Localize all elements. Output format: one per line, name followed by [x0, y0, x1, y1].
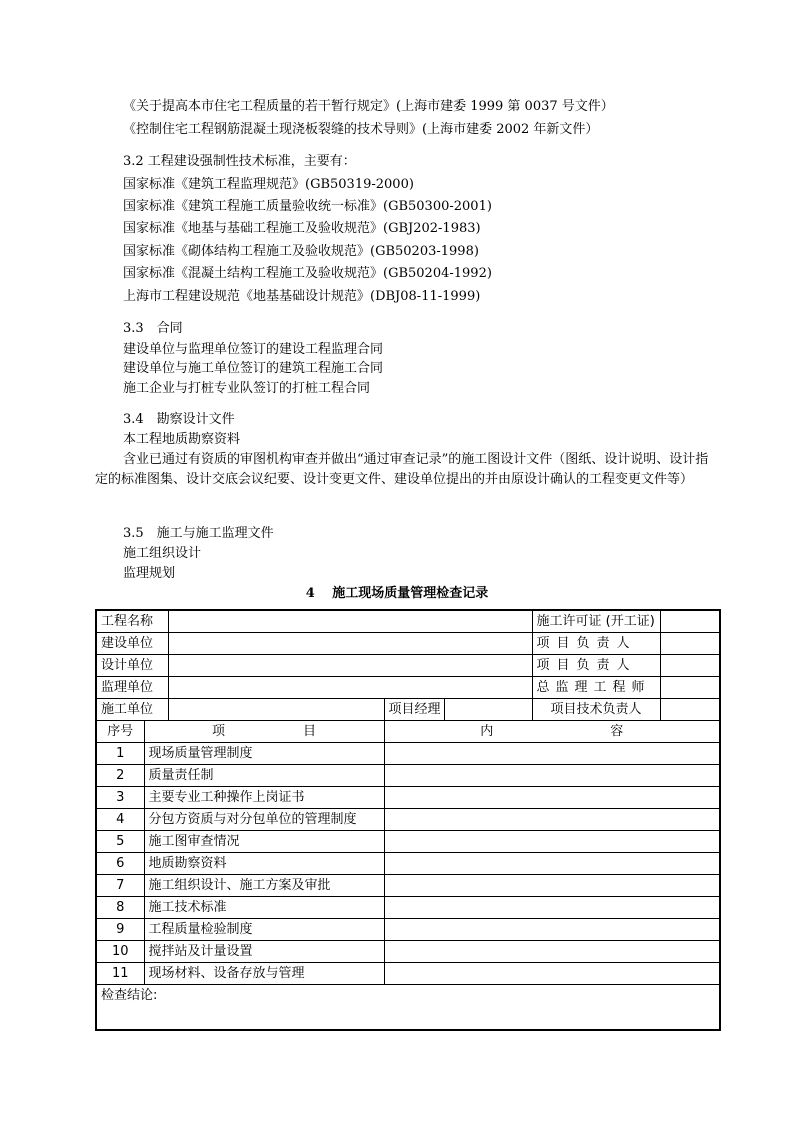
label-permit: 施工许可证 (开工证)	[532, 610, 660, 633]
header-content: 内 容	[384, 721, 720, 743]
row-content[interactable]	[384, 787, 720, 809]
row-content[interactable]	[384, 963, 720, 985]
row-content[interactable]	[384, 853, 720, 875]
table-row	[96, 831, 720, 853]
value-contractor[interactable]	[168, 699, 384, 721]
section-3-4-heading: 3.4 勘察设计文件	[123, 412, 235, 427]
value-tech-leader[interactable]	[660, 699, 720, 721]
row-item: 施工技术标准	[144, 897, 384, 919]
row-content[interactable]	[384, 941, 720, 963]
row-item: 施工组织设计、施工方案及审批	[144, 875, 384, 897]
header-item: 项 目	[144, 721, 384, 743]
row-no: 7	[96, 875, 144, 897]
table-row	[96, 897, 720, 919]
label-project-name: 工程名称	[96, 610, 168, 633]
value-chief-engineer[interactable]	[660, 677, 720, 699]
value-pm[interactable]	[444, 699, 532, 721]
label-supervisor: 监理单位	[96, 677, 168, 699]
row-no: 1	[96, 743, 144, 765]
label-project-leader: 项目负责人	[532, 633, 660, 655]
construction-doc-item: 监理规划	[123, 566, 176, 581]
header-no: 序号	[96, 721, 144, 743]
row-no: 8	[96, 897, 144, 919]
row-item: 分包方资质与对分包单位的管理制度	[144, 809, 384, 831]
row-item: 质量责任制	[144, 765, 384, 787]
value-supervisor[interactable]	[168, 677, 532, 699]
table-row	[96, 765, 720, 787]
row-content[interactable]	[384, 809, 720, 831]
row-item: 地质勘察资料	[144, 853, 384, 875]
contract-item: 建设单位与施工单位签订的建筑工程施工合同	[123, 361, 384, 376]
row-no: 6	[96, 853, 144, 875]
row-content[interactable]	[384, 897, 720, 919]
row-content[interactable]	[384, 875, 720, 897]
value-project-leader[interactable]	[660, 633, 720, 655]
section-3-5-heading: 3.5 施工与施工监理文件	[123, 526, 274, 541]
table-row	[96, 963, 720, 985]
row-no: 10	[96, 941, 144, 963]
value-design-leader[interactable]	[660, 655, 720, 677]
section-3-2-heading: 3.2 工程建设强制性技术标准，主要有：	[123, 154, 356, 169]
standard-item: 国家标准《混凝土结构工程施工及验收规范》(GB50204-1992)	[123, 266, 492, 281]
row-no: 9	[96, 919, 144, 941]
value-project-name[interactable]	[168, 610, 532, 633]
standard-item: 国家标准《地基与基础工程施工及验收规范》(GBJ202-1983)	[123, 221, 481, 236]
table-row	[96, 743, 720, 765]
row-item: 现场质量管理制度	[144, 743, 384, 765]
table-row	[96, 875, 720, 897]
row-item: 搅拌站及计量设置	[144, 941, 384, 963]
row-item: 工程质量检验制度	[144, 919, 384, 941]
value-permit[interactable]	[660, 610, 720, 633]
label-design-leader: 项目负责人	[532, 655, 660, 677]
row-content[interactable]	[384, 765, 720, 787]
label-contractor: 施工单位	[96, 699, 168, 721]
reference-1: 《关于提高本市住宅工程质量的若干暂行规定》(上海市建委 1999 第 0037 号文件）	[123, 99, 614, 114]
value-designer[interactable]	[168, 655, 532, 677]
section-3-3-heading: 3.3 合同	[123, 321, 183, 336]
label-designer: 设计单位	[96, 655, 168, 677]
row-no: 3	[96, 787, 144, 809]
row-no: 2	[96, 765, 144, 787]
table-title: 4 施工现场质量管理检查记录	[305, 586, 489, 601]
row-item: 主要专业工种操作上岗证书	[144, 787, 384, 809]
survey-item: 本工程地质勘察资料	[123, 432, 241, 447]
table-row	[96, 919, 720, 941]
label-client: 建设单位	[96, 633, 168, 655]
contract-item: 建设单位与监理单位签订的建设工程监理合同	[123, 342, 384, 357]
reference-2: 《控制住宅工程钢筋混凝土现浇板裂缝的技术导则》(上海市建委 2002 年新文件）	[123, 122, 599, 137]
label-pm: 项目经理	[384, 699, 444, 721]
construction-doc-item: 施工组织设计	[123, 546, 202, 561]
row-item: 现场材料、设备存放与管理	[144, 963, 384, 985]
standard-item: 国家标准《砌体结构工程施工及验收规范》(GB50203-1998)	[123, 244, 479, 259]
value-client[interactable]	[168, 633, 532, 655]
row-no: 4	[96, 809, 144, 831]
row-content[interactable]	[384, 743, 720, 765]
label-tech-leader: 项目技术负责人	[532, 699, 660, 721]
table-row	[96, 787, 720, 809]
label-chief-engineer: 总监理工程师	[532, 677, 660, 699]
standard-item: 国家标准《建筑工程监理规范》(GB50319-2000)	[123, 177, 414, 192]
contract-item: 施工企业与打桩专业队签订的打桩工程合同	[123, 381, 371, 396]
design-docs-paragraph: 含业已通过有资质的审图机构审查并做出“通过审查记录”的施工图设计文件（图纸、设计说明、设计指定的标准图集、设计交底会议纪要、设计变更文件、建设单位提出的并由原设计确认的工程变更文件等）	[95, 452, 709, 487]
table-row	[96, 809, 720, 831]
standard-item: 国家标准《建筑工程施工质量验收统一标准》(GB50300-2001)	[123, 199, 492, 214]
row-no: 5	[96, 831, 144, 853]
quality-inspection-table	[95, 609, 721, 1031]
table-row	[96, 941, 720, 963]
inspection-conclusion[interactable]: 检查结论:	[96, 985, 720, 1031]
table-row	[96, 853, 720, 875]
row-content[interactable]	[384, 919, 720, 941]
standard-item: 上海市工程建设规范《地基基础设计规范》(DBJ08-11-1999)	[123, 289, 481, 304]
row-no: 11	[96, 963, 144, 985]
row-item: 施工图审查情况	[144, 831, 384, 853]
row-content[interactable]	[384, 831, 720, 853]
